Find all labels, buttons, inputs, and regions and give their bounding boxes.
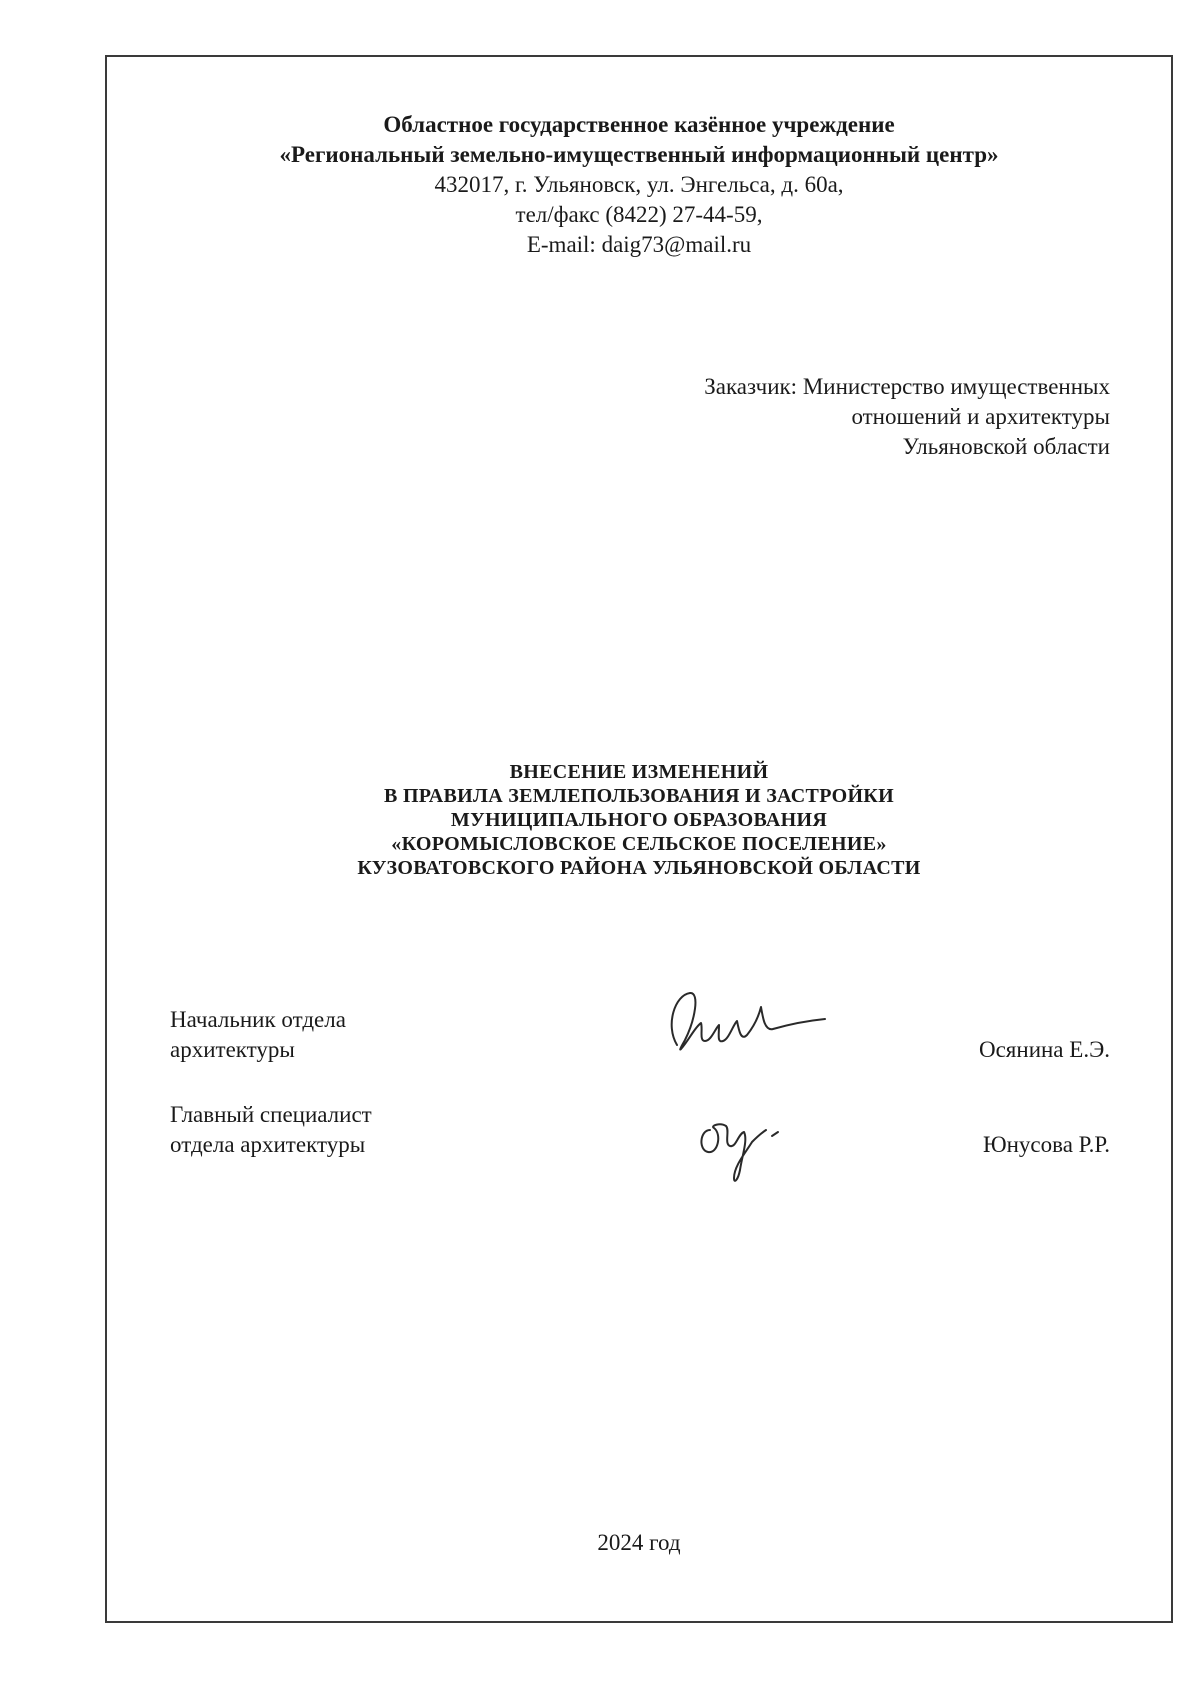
document-title	[105, 760, 1173, 880]
customer-line-3: Ульяновской области	[902, 434, 1110, 459]
organization-phone: тел/факс (8422) 27-44-59,	[515, 202, 763, 227]
title-line-3: МУНИЦИПАЛЬНОГО ОБРАЗОВАНИЯ	[450, 809, 828, 831]
signature-1-image	[655, 985, 835, 1065]
signatory-1-position	[170, 1005, 346, 1065]
title-line-4: «КОРОМЫСЛОВСКОЕ СЕЛЬСКОЕ ПОСЕЛЕНИЕ»	[391, 833, 887, 855]
title-line-1: ВНЕСЕНИЕ ИЗМЕНЕНИЙ	[509, 761, 769, 783]
signatory-2-position-line-2: отдела архитектуры	[170, 1132, 366, 1157]
customer-line-2: отношений и архитектуры	[851, 404, 1110, 429]
signatory-1-position-line-2: архитектуры	[170, 1037, 295, 1062]
organization-address: 432017, г. Ульяновск, ул. Энгельса, д. 60а,	[434, 172, 844, 197]
signatory-1-name: Осянина Е.Э.	[978, 1037, 1110, 1062]
signatory-1-position-line-1: Начальник отдела	[170, 1007, 346, 1032]
customer-block	[704, 372, 1110, 462]
title-line-2: В ПРАВИЛА ЗЕМЛЕПОЛЬЗОВАНИЯ И ЗАСТРОЙКИ	[384, 785, 894, 807]
organization-name: «Региональный земельно-имущественный информационный центр»	[279, 142, 999, 167]
signature-2-image	[690, 1100, 800, 1190]
signatory-2-position	[170, 1100, 372, 1160]
signatory-2-name: Юнусова Р.Р.	[982, 1132, 1110, 1157]
title-line-5: КУЗОВАТОВСКОГО РАЙОНА УЛЬЯНОВСКОЙ ОБЛАСТИ	[357, 857, 921, 879]
document-year: 2024 год	[597, 1530, 681, 1555]
customer-line-1: Заказчик: Министерство имущественных	[704, 374, 1110, 399]
signatory-2-position-line-1: Главный специалист	[170, 1102, 372, 1127]
organization-header	[105, 110, 1173, 260]
organization-type: Областное государственное казённое учреждение	[383, 112, 895, 137]
organization-email: E-mail: daig73@mail.ru	[526, 232, 752, 257]
